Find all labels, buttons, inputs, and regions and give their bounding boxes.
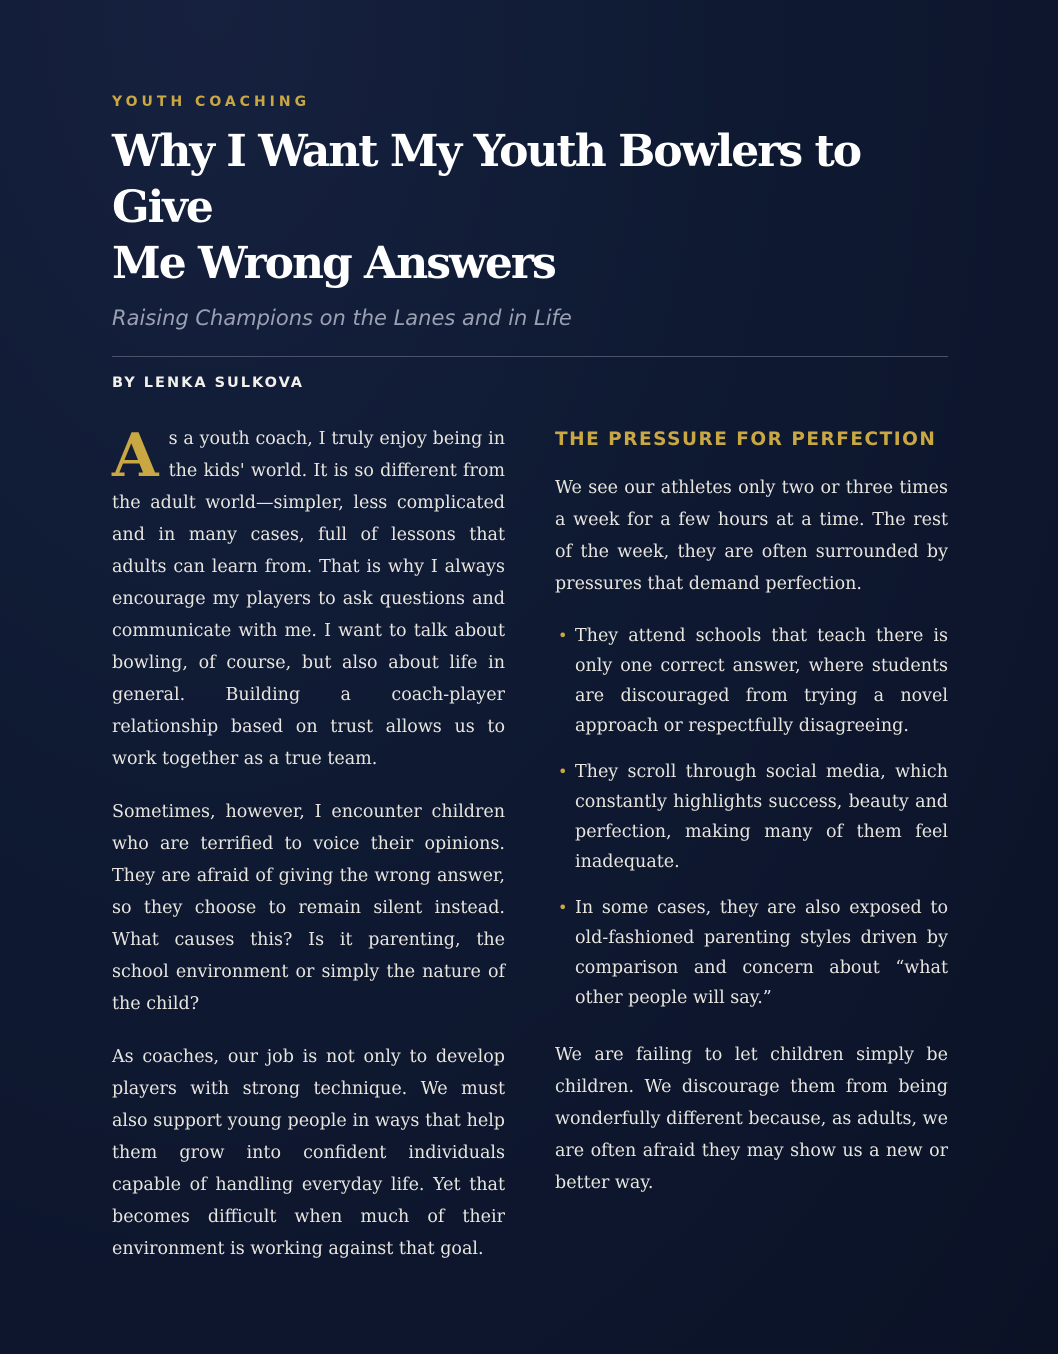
bullet-list: [555, 621, 948, 1013]
paragraph-3: As coaches, our job is not only to develop players with strong technique. We must also support young people in ways that help them grow into confident individuals capable of handling everyday life. Yet that becomes difficult when much of their environment is working against that goal.: [112, 1047, 505, 1259]
article-columns: [112, 423, 948, 1286]
section-kicker: YOUTH COACHING: [112, 94, 311, 110]
paragraph-1: [112, 423, 505, 775]
article-title-line-2: Me Wrong Answers: [112, 238, 555, 289]
bullet-icon: •: [558, 762, 568, 781]
list-item-text: They attend schools that teach there is only one correct answer, where students are discouraged from trying a novel approach or respectfully disagreeing.: [575, 626, 948, 736]
section-heading: THE PRESSURE FOR PERFECTION: [555, 429, 937, 450]
list-item: [555, 893, 948, 1013]
paragraph-1-text: s a youth coach, I truly enjoy being in the kids' world. It is so different from the adult world—simpler, less complicated and in many cases, full of lessons that adults can learn from. That is why I always encourage my players to ask questions and communicate with me. I want to talk about bowling, of course, but also about life in general. Building a coach-player relationship based on trust allows us to work together as a true team.: [112, 429, 505, 769]
article-subtitle: Raising Champions on the Lanes and in Life: [112, 306, 572, 330]
right-column: [555, 423, 948, 1286]
divider: [112, 356, 948, 357]
bullet-icon: •: [558, 626, 568, 645]
drop-cap: A: [112, 421, 159, 491]
article-title: [112, 124, 948, 292]
article-title-line-1: Why I Want My Youth Bowlers to Give: [112, 126, 861, 233]
paragraph-2: Sometimes, however, I encounter children who are terrified to voice their opinions. They are afraid of giving the wrong answer, so they choose to remain silent instead. What causes this? Is it parenting, the school environment or simply the nature of the child?: [112, 802, 505, 1014]
bullet-icon: •: [558, 898, 568, 917]
left-column: [112, 423, 505, 1286]
list-item-text: In some cases, they are also exposed to old-fashioned parenting styles driven by comparison and concern about “what other people will say.”: [575, 898, 948, 1008]
list-item-text: They scroll through social media, which constantly highlights success, beauty and perfection, making many of them feel inadequate.: [575, 762, 948, 872]
byline: BY LENKA SULKOVA: [112, 375, 305, 391]
list-item: [555, 757, 948, 877]
right-intro-paragraph: We see our athletes only two or three times a week for a few hours at a time. The rest of the week, they are often surrounded by pressures that demand perfection.: [555, 478, 948, 594]
closing-paragraph: We are failing to let children simply be children. We discourage them from being wonderfully different because, as adults, we are often afraid they may show us a new or better way.: [555, 1045, 948, 1193]
list-item: [555, 621, 948, 741]
